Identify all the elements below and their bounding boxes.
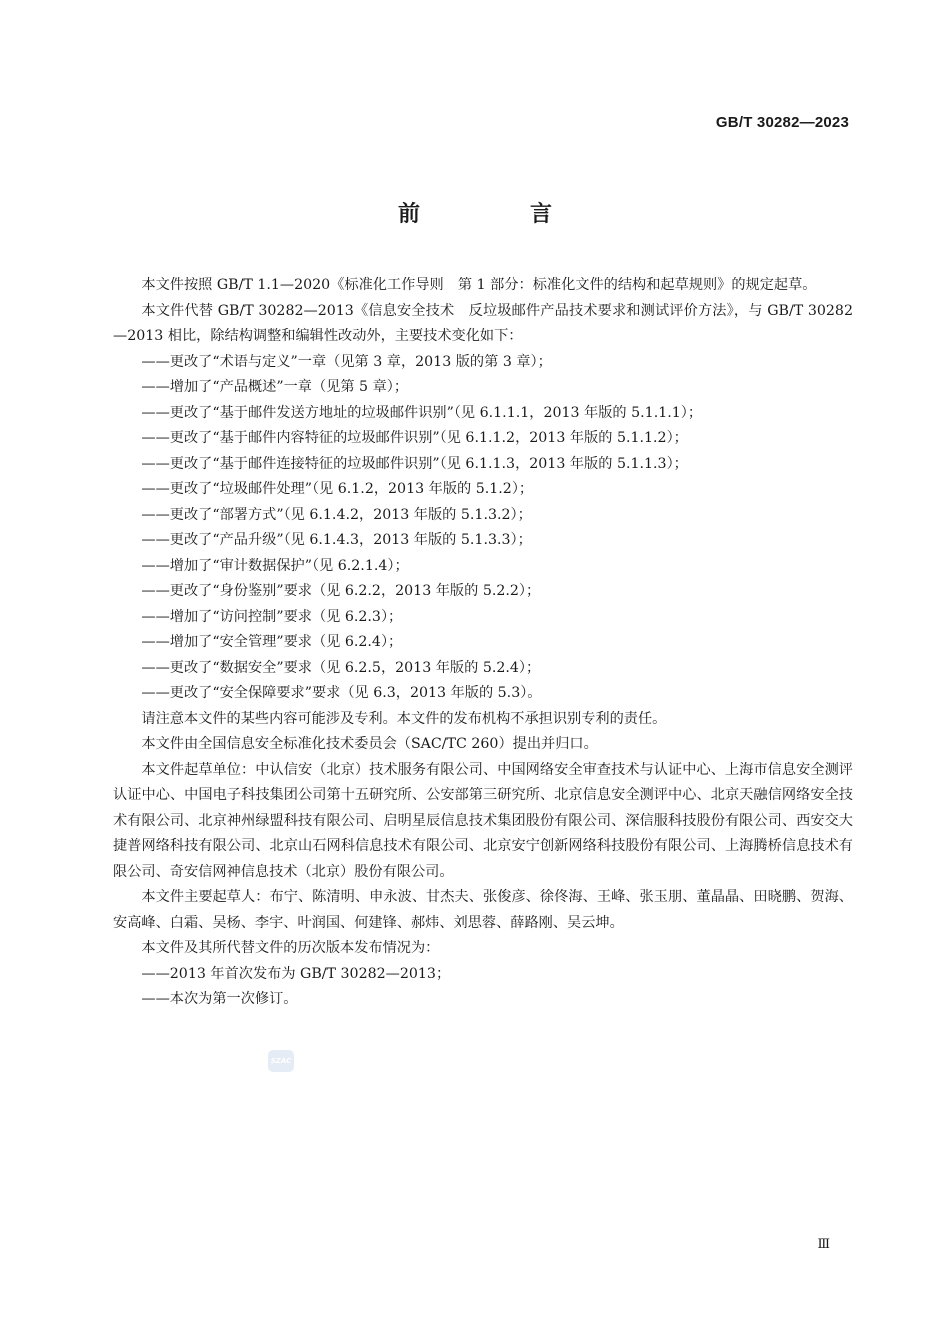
standard-number: GB/T 30282—2023	[715, 114, 849, 131]
intro-paragraph: 本文件按照 GB/T 1.1—2020《标准化工作导则 第 1 部分：标准化文件的结构和起草规则》的规定起草。	[141, 277, 817, 293]
list-item: ——更改了“产品升级”（见 6.1.4.3，2013 年版的 5.1.3.3）；	[141, 532, 532, 548]
list-item: ——增加了“安全管理”要求（见 6.2.4）；	[141, 634, 403, 650]
list-item: ——更改了“基于邮件发送方地址的垃圾邮件识别”（见 6.1.1.1，2013 年版的 5.1.1.1）；	[141, 404, 703, 421]
list-item: ——增加了“访问控制”要求（见 6.2.3）；	[141, 608, 403, 625]
list-item: ——更改了“数据安全”要求（见 6.2.5，2013 年版的 5.2.4）；	[141, 659, 541, 676]
drafting-units-paragraph: 本文件起草单位：中认信安（北京）技术服务有限公司、中国网络安全审查技术与认证中心、上海市信息安全测评认证中心、中国电子科技集团公司第十五研究所、公安部第三研究所、北京信息安全测评中心、北京天融信网络安全技术有限公司、北京神州绿盟科技有限公司、启明星辰信息技术集团股份有限公司、深信服科技股份有限公司、西安交大捷普网络科技有限公司、北京山石网科信息技术有限公司、北京安宁创新网络科技股份有限公司、上海腾桥信息技术有限公司、奇安信网神信息技术（北京）股份有限公司。	[113, 761, 853, 880]
list-item: ——增加了“产品概述”一章（见第 5 章）；	[141, 379, 409, 395]
list-item: ——更改了“身份鉴别”要求（见 6.2.2，2013 年版的 5.2.2）；	[141, 583, 541, 599]
list-item: ——更改了“垃圾邮件处理”（见 6.1.2，2013 年版的 5.1.2）；	[141, 481, 534, 497]
list-item: ——更改了“安全保障要求”要求（见 6.3，2013 年版的 5.3）。	[141, 685, 542, 701]
changes-list	[113, 350, 853, 707]
patent-notice: 请注意本文件的某些内容可能涉及专利。本文件的发布机构不承担识别专利的责任。	[141, 710, 667, 727]
list-item: ——更改了“基于邮件连接特征的垃圾邮件识别”（见 6.1.1.3，2013 年版的 5.1.1.3）；	[141, 455, 688, 472]
intro-paragraph: 本文件代替 GB/T 30282—2013《信息安全技术 反垃圾邮件产品技术要求和测试评价方法》，与 GB/T 30282—2013 相比，除结构调整和编辑性改动外，主要技术变化如下：	[113, 302, 853, 344]
page-title: 前 言	[397, 202, 596, 227]
page-number: Ⅲ	[817, 1237, 830, 1252]
watermark-text: SZAC	[270, 1057, 292, 1065]
list-item: ——增加了“审计数据保护”（见 6.2.1.4）；	[141, 557, 409, 574]
history-list	[113, 962, 853, 1013]
drafters-paragraph: 本文件主要起草人：布宁、陈清明、申永波、甘杰夫、张俊彦、徐佟海、王峰、张玉朋、董晶晶、田晓鹏、贺海、安高峰、白霜、吴杨、李宇、叶润国、何建锋、郝炜、刘思蓉、薛路刚、吴云坤。	[113, 889, 853, 931]
list-item: ——2013 年首次发布为 GB/T 30282—2013；	[141, 965, 451, 982]
list-item: ——更改了“术语与定义”一章（见第 3 章，2013 版的第 3 章）；	[141, 353, 552, 370]
list-item: ——更改了“部署方式”（见 6.1.4.2，2013 年版的 5.1.3.2）；	[141, 506, 532, 523]
history-paragraph: 本文件及其所代替文件的历次版本发布情况为：	[141, 940, 440, 956]
list-item: ——本次为第一次修订。	[141, 991, 298, 1007]
proposer-paragraph: 本文件由全国信息安全标准化技术委员会（SAC/TC 260）提出并归口。	[141, 736, 598, 752]
foreword-body	[113, 273, 853, 1013]
list-item: ——更改了“基于邮件内容特征的垃圾邮件识别”（见 6.1.1.2，2013 年版的 5.1.1.2）；	[141, 430, 688, 446]
watermark-logo	[268, 1050, 294, 1072]
